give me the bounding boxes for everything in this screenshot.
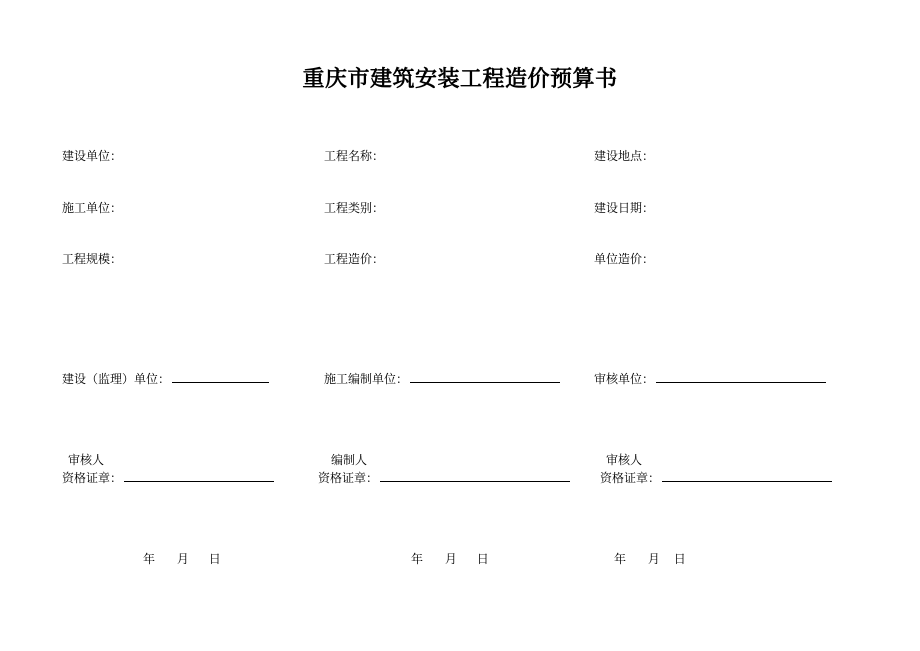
compiler-role: 编制人 <box>331 453 368 467</box>
compiler-cert-line <box>380 469 570 482</box>
compile-unit-label: 施工编制单位： <box>324 372 409 386</box>
date-day-2: 日 <box>476 552 489 566</box>
date-field-1 <box>143 551 221 567</box>
date-year-1: 年 <box>143 552 156 566</box>
audit-unit-label: 审核单位： <box>594 372 655 386</box>
date-year-3: 年 <box>614 552 627 566</box>
audit-unit-line <box>656 370 826 383</box>
auditor-cert-label-2: 资格证章： <box>600 471 661 485</box>
auditor-cert-line-2 <box>662 469 832 482</box>
project-category-label: 工程类别： <box>324 201 385 215</box>
supervision-unit-field <box>62 370 269 387</box>
compile-unit-field <box>324 370 560 387</box>
auditor-cert-field-2 <box>600 469 832 486</box>
audit-unit-field <box>594 370 826 387</box>
auditor-cert-line-1 <box>124 469 274 482</box>
build-unit-label: 建设单位： <box>62 149 123 163</box>
date-field-3 <box>614 551 686 567</box>
date-month-3: 月 <box>647 552 660 566</box>
project-scale-label: 工程规模： <box>62 252 123 266</box>
auditor-cert-label-1: 资格证章： <box>62 471 123 485</box>
page-title: 重庆市建筑安装工程造价预算书 <box>302 66 618 92</box>
compiler-cert-label: 资格证章： <box>318 471 379 485</box>
compile-unit-line <box>410 370 560 383</box>
supervision-unit-line <box>172 370 269 383</box>
date-month-2: 月 <box>444 552 457 566</box>
date-month-1: 月 <box>176 552 189 566</box>
date-year-2: 年 <box>411 552 424 566</box>
project-name-label: 工程名称： <box>324 149 385 163</box>
auditor-role-1: 审核人 <box>68 453 105 467</box>
project-cost-label: 工程造价： <box>324 252 385 266</box>
date-day-1: 日 <box>208 552 221 566</box>
build-location-label: 建设地点： <box>594 149 655 163</box>
auditor-role-2: 审核人 <box>606 453 643 467</box>
supervision-unit-label: 建设（监理）单位： <box>62 372 171 386</box>
compiler-cert-field <box>318 469 570 486</box>
auditor-cert-field-1 <box>62 469 274 486</box>
build-date-label: 建设日期： <box>594 201 655 215</box>
date-day-3: 日 <box>673 552 686 566</box>
construction-unit-label: 施工单位： <box>62 201 123 215</box>
date-field-2 <box>411 551 489 567</box>
unit-cost-label: 单位造价： <box>594 252 655 266</box>
